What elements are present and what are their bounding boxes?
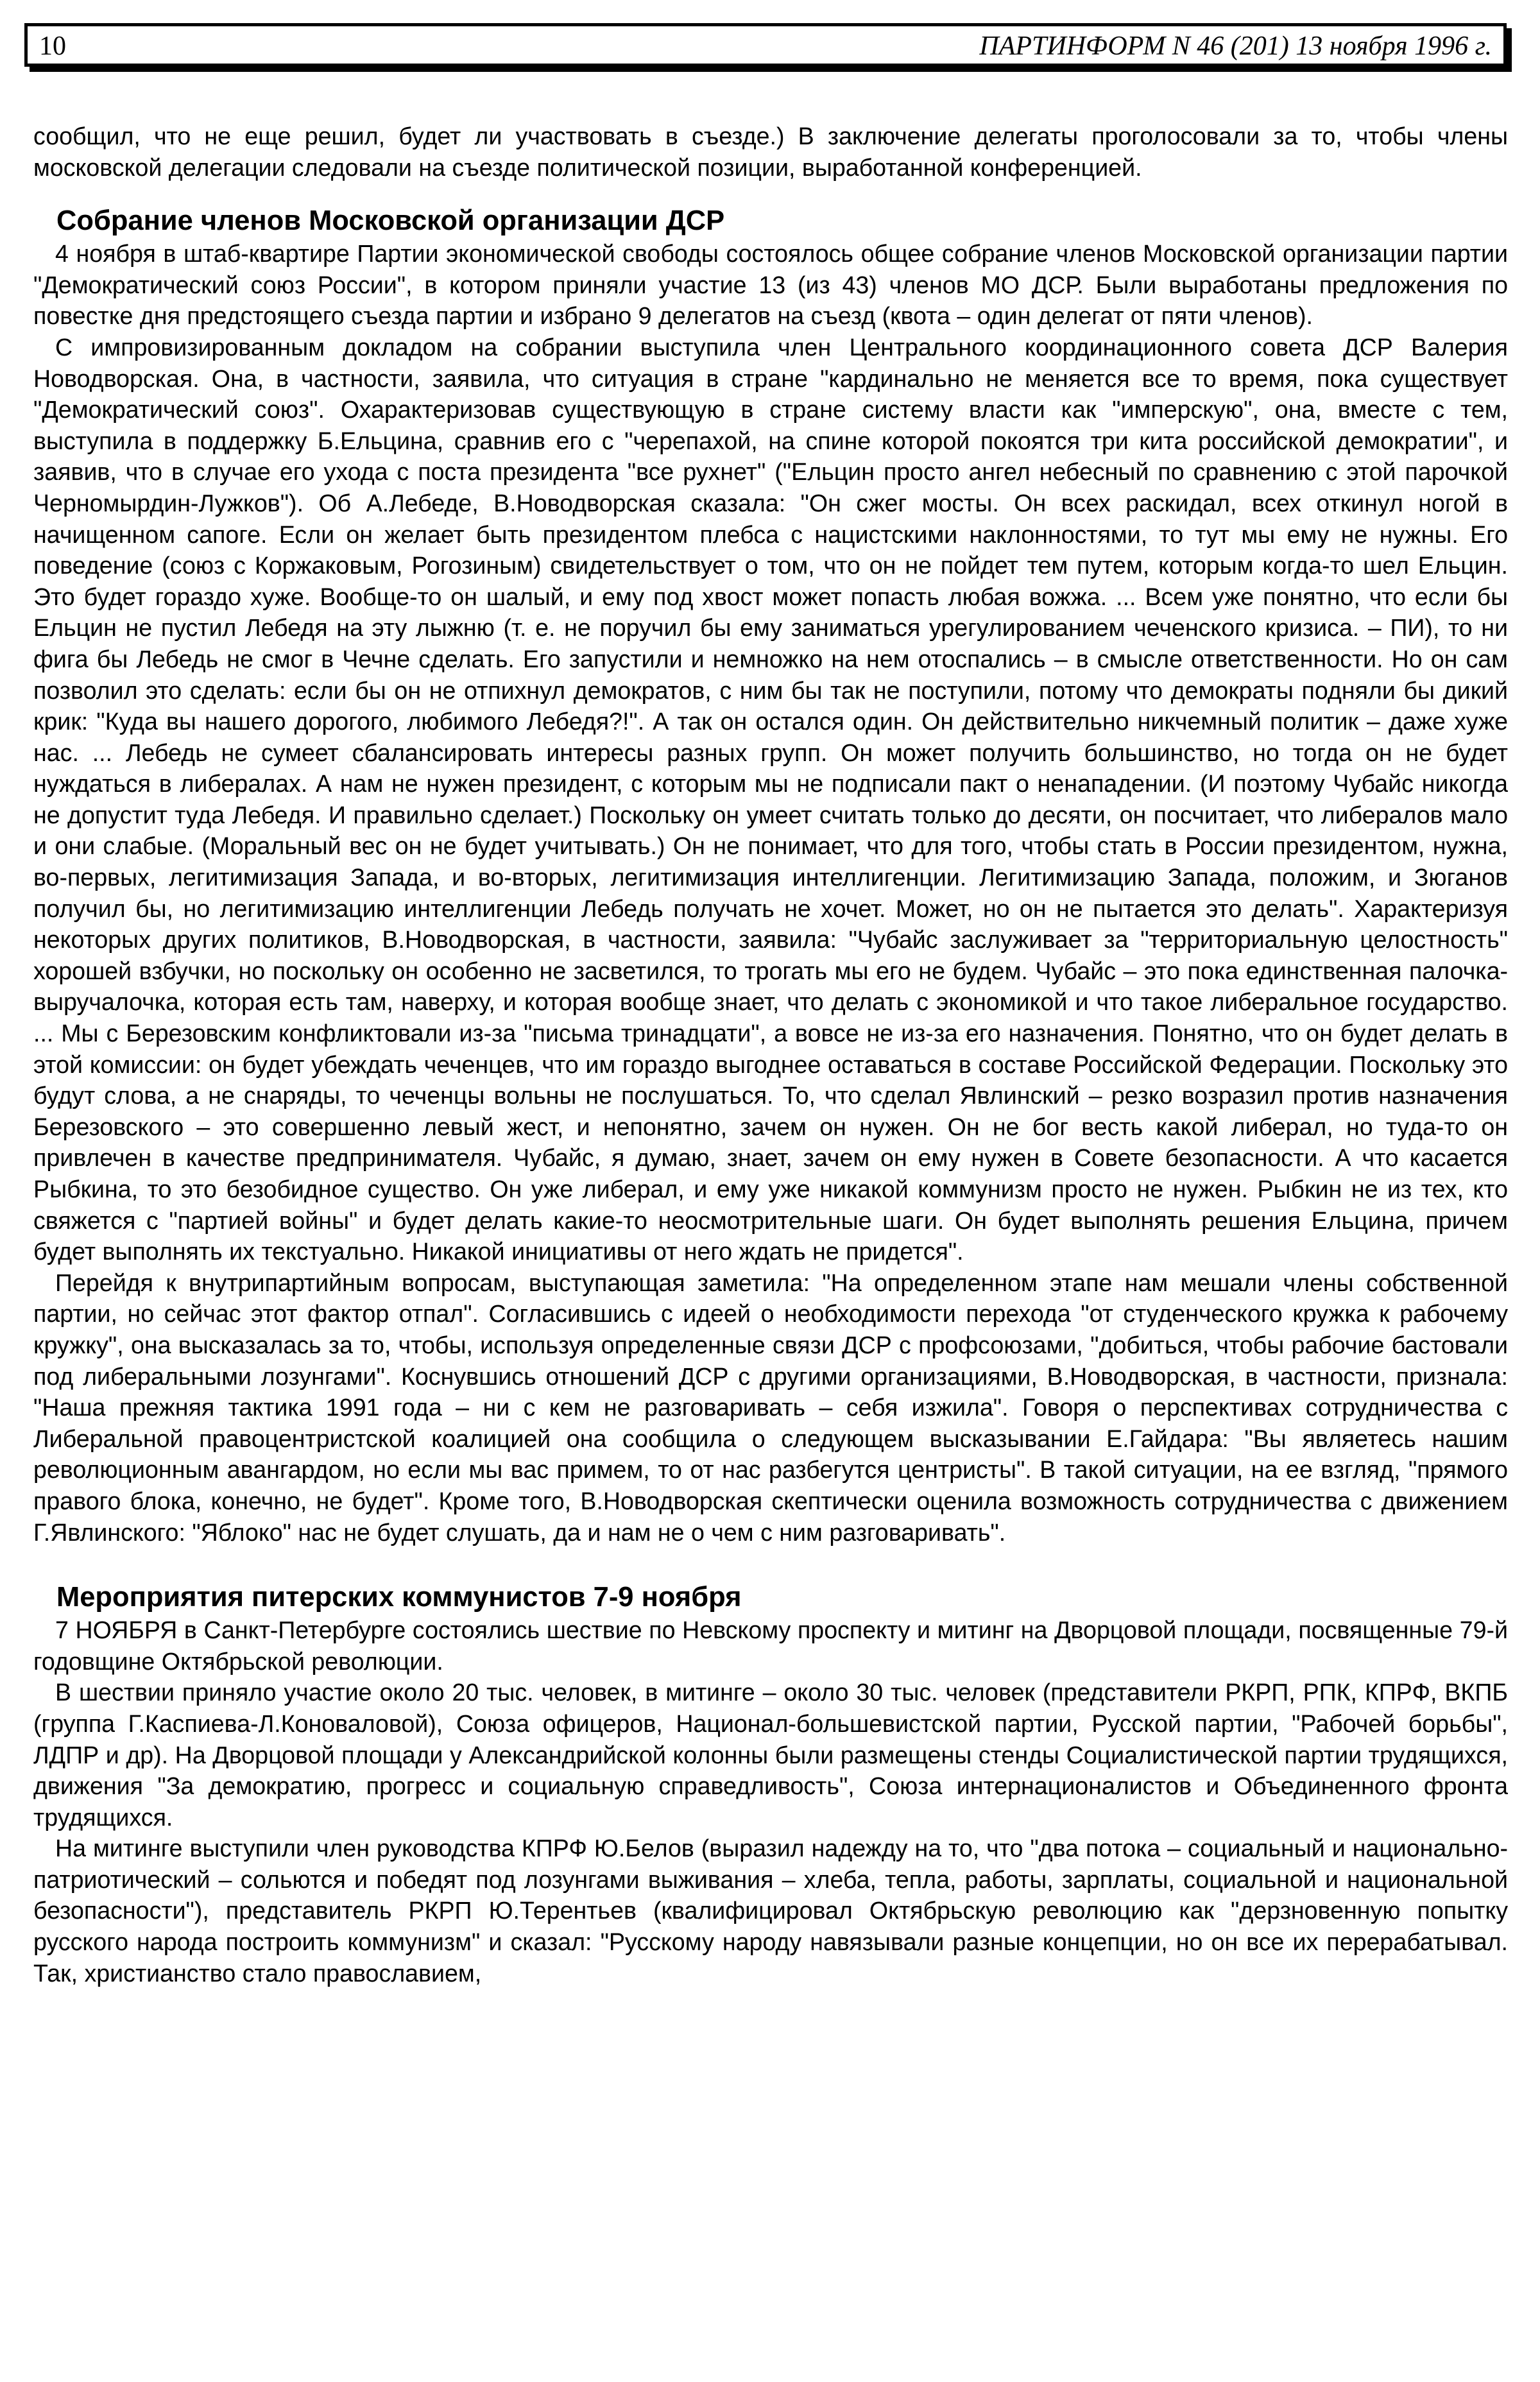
paragraph: На митинге выступили член руководства КПРФ Ю.Белов (выразил надежду на то, что "два потока – социальный и национально-патриотический – сольются и победят под лозунгами выживания – хлеба, тепла, работы, зарплаты, социальной и национальной безопасности"), представитель РКРП Ю.Терентьев (квалифицировал Октябрьскую революцию как "дерзновенную попытку русского народа построить коммунизм" и сказал: "Русскому народу навязывали разные концепции, но он все их перерабатывал. Так, христианство стало православием, [33,1835,1508,1987]
section-heading-communists: Мероприятия питерских коммунистов 7-9 ноября [56,1582,742,1613]
paragraph: 4 ноября в штаб-квартире Партии экономической свободы состоялось общее собрание членов Московской организации партии "Демократический союз России", в котором приняли участие 13 (из 43) членов МО ДСР. Были выработаны предложения по повестке дня предстоящего съезда партии и избрано 9 делегатов на съезд (квота – один делегат от пяти членов). [33,240,1508,330]
section-heading-dsr: Собрание членов Московской организации ДСР [56,205,725,237]
spacer [33,183,1508,203]
spacer [33,1548,1508,1580]
paragraph: В шествии приняло участие около 20 тыс. человек, в митинге – около 30 тыс. человек (представители РКРП, РПК, КПРФ, ВКПБ (группа Г.Каспиева-Л.Коноваловой), Союза офицеров, Национал-большевистской партии, Русской партии, "Рабочей борьбы", ЛДПР и др). На Дворцовой площади у Александрийской колонны были размещены стенды Социалистической партии трудящихся, движения "За демократию, прогресс и социальную справедливость", Союза интернационалистов и Объединенного фронта трудящихся. [33,1679,1508,1831]
page-number: 10 [39,31,66,61]
page-header [24,23,1507,67]
intro-paragraph: сообщил, что не еще решил, будет ли участвовать в съезде.) В заключение делегаты проголосовали за то, чтобы члены московской делегации следовали на съезде политической позиции, выработанной конференцией. [33,123,1508,181]
paragraph: Перейдя к внутрипартийным вопросам, выступающая заметила: "На определенном этапе нам мешали члены собственной партии, но сейчас этот фактор отпал". Согласившись с идеей о необходимости перехода "от студенческого кружка к рабочему кружку", она высказалась за то, чтобы, используя определенные связи ДСР с профсоюзами, "добиться, чтобы рабочие бастовали под либеральными лозунгами". Коснувшись отношений ДСР с другими организациями, В.Новодворская, в частности, признала: "Наша прежняя тактика 1991 года – ни с кем не разговаривать – себя изжила". Говоря о перспективах сотрудничества с Либеральной правоцентристской коалицией она сообщила о следующем высказывании Е.Гайдара: "Вы являетесь нашим революционным авангардом, но если мы вас примем, то от нас разбегутся центристы". В такой ситуации, на ее взгляд, "прямого правого блока, конечно, не будет". Кроме того, В.Новодворская скептически оценила возможность сотрудничества с движением Г.Явлинского: "Яблоко" нас не будет слушать, да и нам не о чем с ним разговаривать". [33,1269,1508,1546]
paragraph: 7 НОЯБРЯ в Санкт-Петербурге состоялись шествие по Невскому проспекту и митинг на Дворцовой площади, посвященные 79-й годовщине Октябрьской революции. [33,1616,1508,1675]
paragraph: С импровизированным докладом на собрании выступила член Центрального координационного совета ДСР Валерия Новодворская. Она, в частности, заявила, что ситуация в стране "кардинально не меняется все то время, пока существует "Демократический союз". Охарактеризовав существующую в стране систему власти как "имперскую", она, вместе с тем, выступила в поддержку Б.Ельцина, сравнив его с "черепахой, на спине которой покоятся три кита российской демократии", и заявив, что в случае его ухода с поста президента "все рухнет" ("Ельцин просто ангел небесный по сравнению с этой парочкой Черномырдин-Лужков"). Об А.Лебеде, В.Новодворская сказала: "Он сжег мосты. Он всех раскидал, всех откинул ногой в начищенном сапоге. Если он желает быть президентом плебса с нацистскими наклонностями, то тут мы ему не нужны. Его поведение (союз с Коржаковым, Рогозиным) свидетельствует о том, что он не пойдет тем путем, которым когда-то шел Ельцин. Это будет гораздо хуже. Вообще-то он шалый, и ему под хвост может попасть любая вожжа. ... Всем уже понятно, что если бы Ельцин не пустил Лебедя на эту лыжню (т. е. не поручил бы ему заниматься урегулированием чеченского кризиса. – ПИ), то ни фига бы Лебедь не смог в Чечне сделать. Его запустили и немножко на нем отоспались – в смысле ответственности. Но он сам позволил это сделать: если бы он не отпихнул демократов, с ним бы так не поступили, потому что демократы подняли бы дикий крик: "Куда вы нашего дорогого, любимого Лебедя?!". А так он остался один. Он действительно никчемный политик – даже хуже нас. ... Лебедь не сумеет сбалансировать интересы разных групп. Он может получить большинство, но тогда он не будет нуждаться в либералах. А нам не нужен президент, с которым мы не подписали пакт о ненападении. (И поэтому Чубайс никогда не допустит туда Лебедя. И правильно сделает.) Поскольку он умеет считать только до десяти, он посчитает, что либералов мало и они слабые. (Моральный вес он не будет учитывать.) Он не понимает, что для того, чтобы стать в России президентом, нужна, во-первых, легитимизация Запада, и во-вторых, легитимизация интеллигенции. Легитимизацию Запада, положим, и Зюганов получил бы, но легитимизацию интеллигенции Лебедь получать не хочет. Может, но он не пытается это делать". Характеризуя некоторых других политиков, В.Новодворская, в частности, заявила: "Чубайс заслуживает за "территориальную целостность" хорошей взбучки, но поскольку он особенно не засветился, то трогать мы его не будем. Чубайс – это пока единственная палочка-выручалочка, которая есть там, наверху, и которая вообще знает, что делать с экономикой и что такое либеральное государство. ... Мы с Березовским конфликтовали из-за "письма тринадцати", а вовсе не из-за его назначения. Понятно, что он будет делать в этой комиссии: он будет убеждать чеченцев, что им гораздо выгоднее оставаться в составе Российской Федерации. Поскольку это будут слова, а не снаряды, то чеченцы вольны не послушаться. То, что сделал Явлинский – резко возразил против назначения Березовского – это совершенно левый жест, и непонятно, зачем он нужен. Он не бог весть какой либерал, но туда-то он привлечен в качестве предпринимателя. Чубайс, я думаю, знает, зачем он ему нужен в Совете безопасности. А что касается Рыбкина, то это безобидное существо. Он уже либерал, и ему уже никакой коммунизм просто не нужен. Рыбкин не из тех, кто свяжется с "партией войны" и будет делать какие-то неосмотрительные шаги. Он будет выполнять решения Ельцина, причем будет выполнять их текстуально. Никакой инициативы от него ждать не придется". [33,333,1508,1265]
running-title: ПАРТИНФОРМ N 46 (201) 13 ноября 1996 г. [979,31,1492,61]
article-body [33,121,1508,1989]
